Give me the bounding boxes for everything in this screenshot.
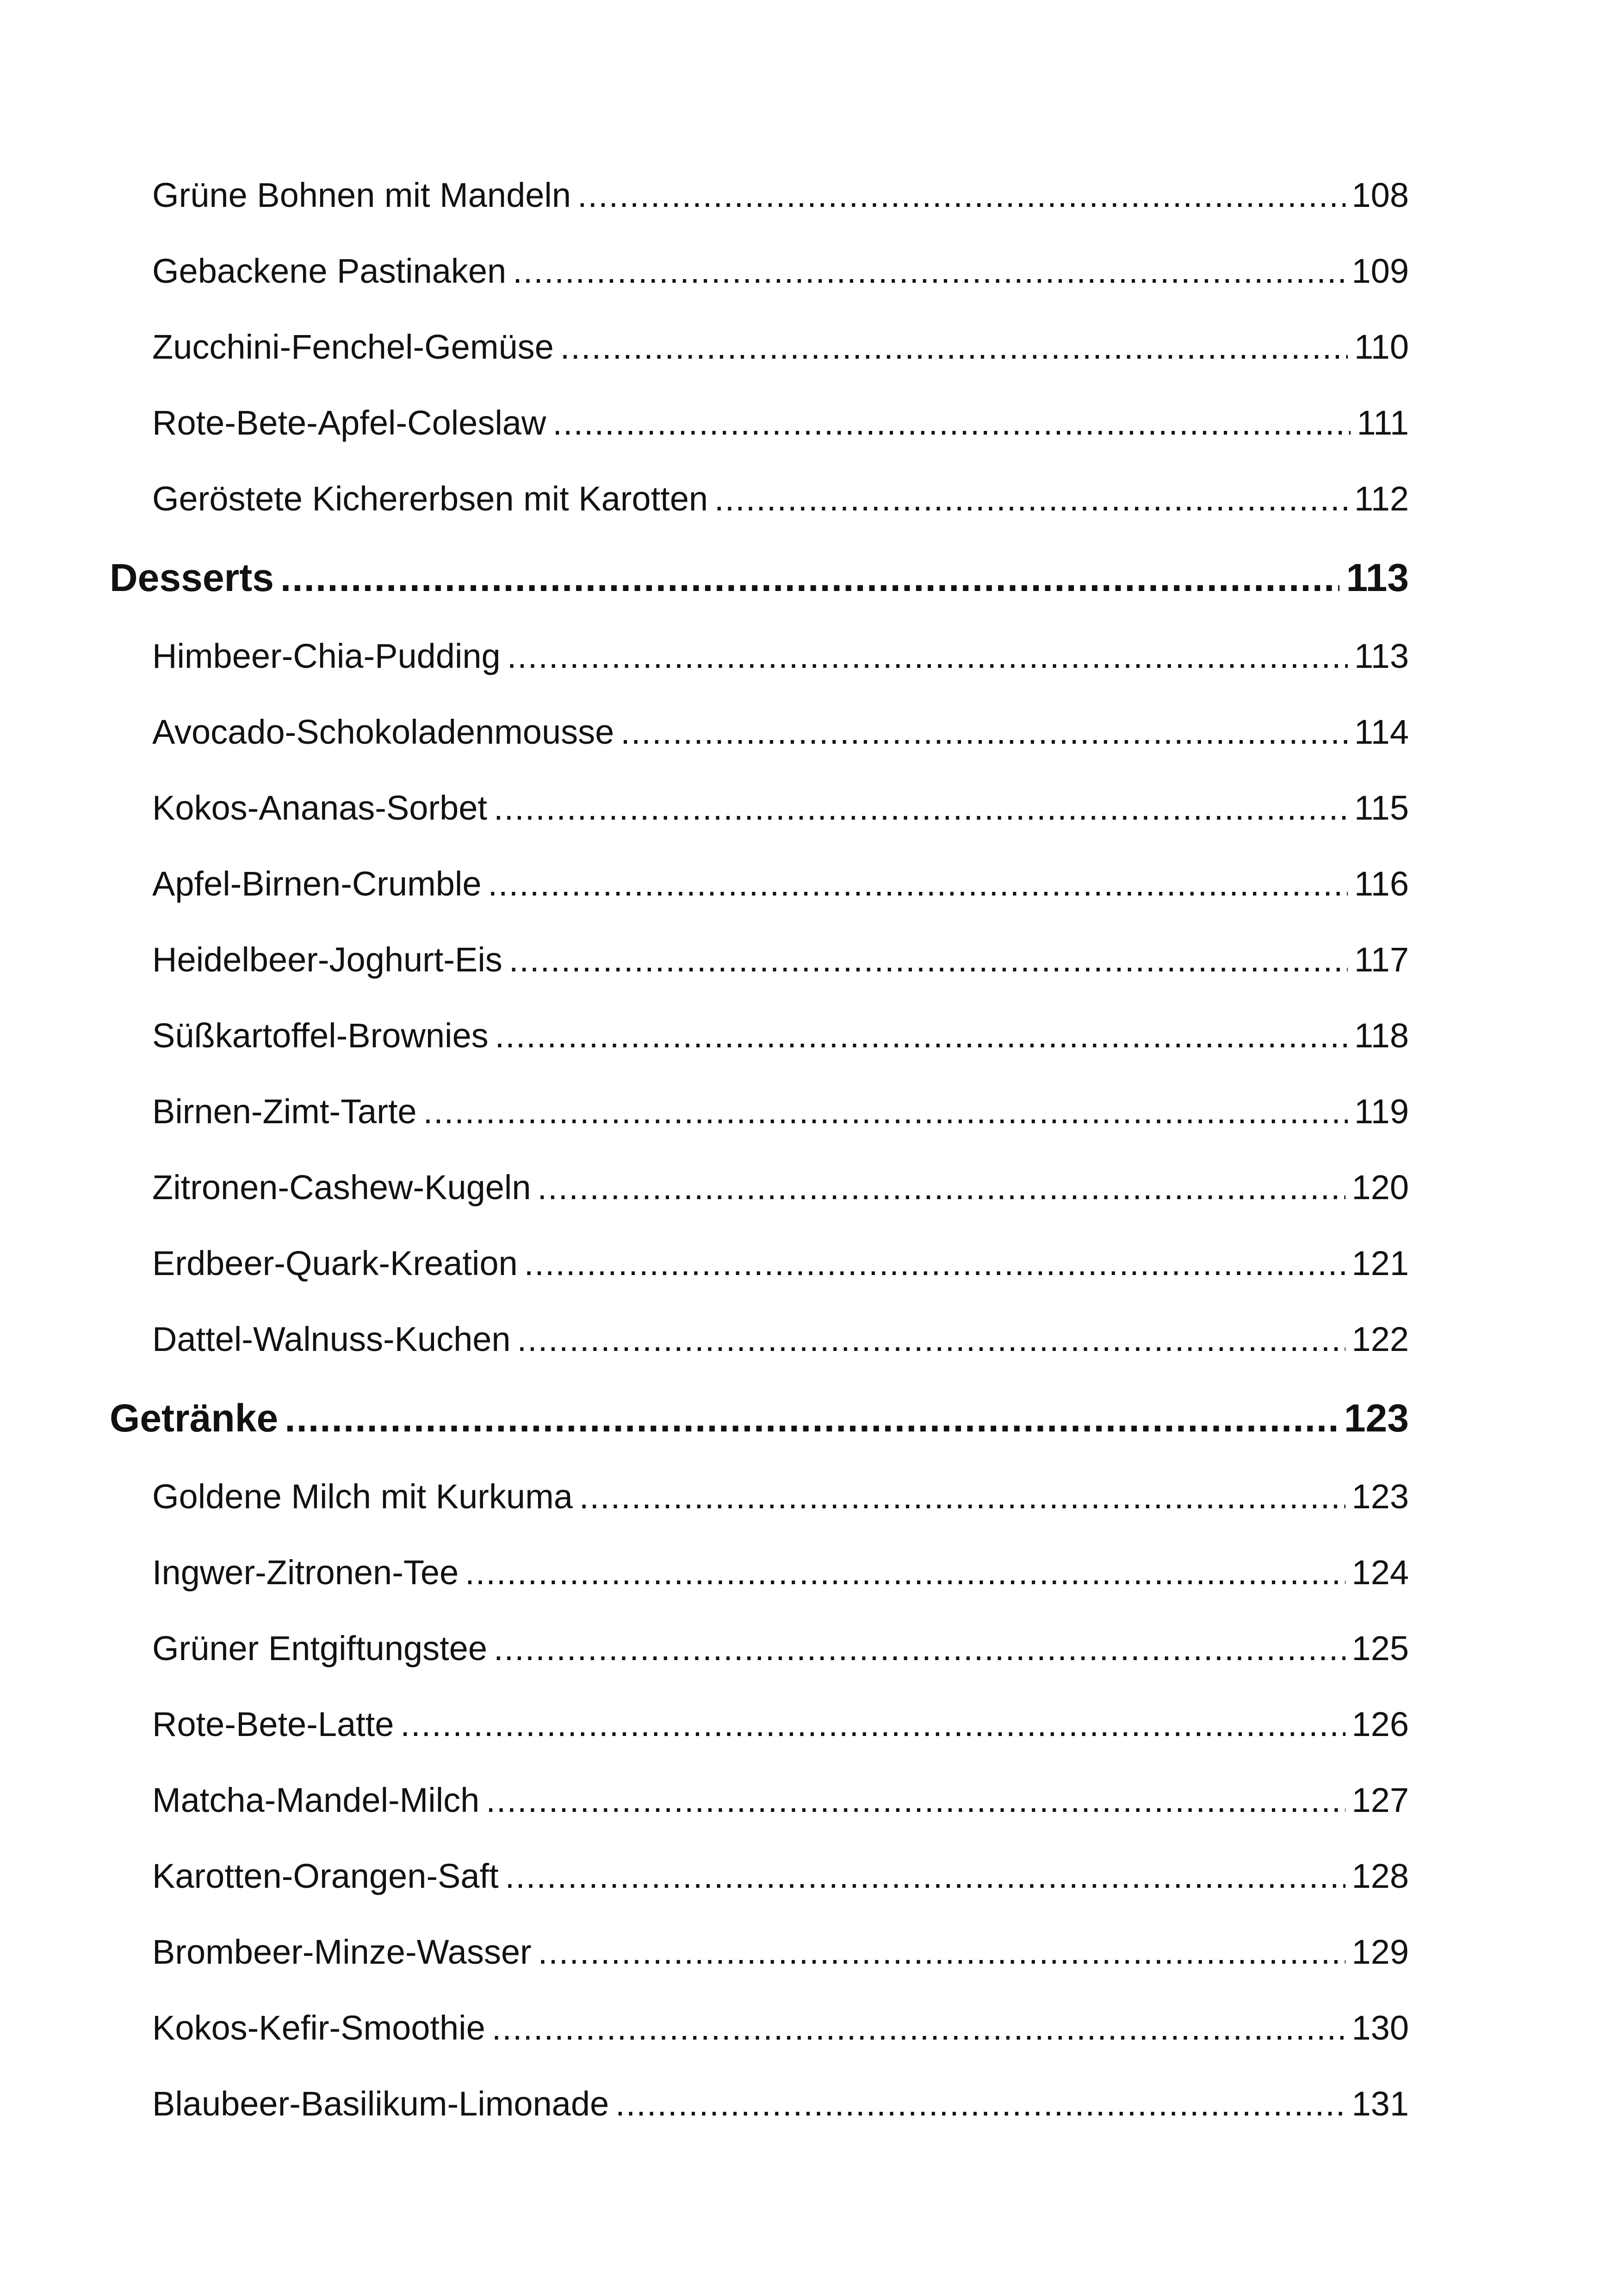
dot-leader: [517, 1301, 1345, 1377]
toc-entry-title: Goldene Milch mit Kurkuma: [152, 1477, 573, 1516]
toc-entry[interactable]: [110, 1301, 1409, 1377]
toc-entry-page: 120: [1351, 1168, 1409, 1207]
toc-entry-title: Kokos-Ananas-Sorbet: [152, 789, 487, 827]
toc-section-title: Getränke: [110, 1396, 279, 1440]
toc-entry-page: 115: [1354, 789, 1409, 827]
toc-entry-page: 117: [1354, 940, 1409, 979]
toc-entry-page: 110: [1354, 328, 1409, 366]
toc-entry[interactable]: [110, 1535, 1409, 1611]
toc-entry-page: 127: [1351, 1781, 1409, 1819]
toc-section-page: 123: [1344, 1396, 1409, 1440]
toc-entry-page: 116: [1354, 865, 1409, 903]
toc-entry-title: Süßkartoffel-Brownies: [152, 1016, 489, 1055]
toc-entry[interactable]: [110, 1150, 1409, 1226]
toc-entry-title: Dattel-Walnuss-Kuchen: [152, 1320, 511, 1358]
toc-entry-page: 109: [1351, 252, 1409, 290]
toc-entry-title: Erdbeer-Quark-Kreation: [152, 1244, 518, 1282]
toc-entry-page: 131: [1351, 2084, 1409, 2123]
toc-entry[interactable]: [110, 309, 1409, 385]
dot-leader: [495, 998, 1348, 1074]
toc-entry-page: 112: [1354, 479, 1409, 518]
toc-entry[interactable]: [110, 157, 1409, 233]
dot-leader: [465, 1535, 1345, 1611]
dot-leader: [513, 233, 1345, 309]
dot-leader: [552, 385, 1350, 461]
toc-entry[interactable]: [110, 770, 1409, 846]
toc-entry-title: Brombeer-Minze-Wasser: [152, 1933, 532, 1971]
toc-entry-title: Grüne Bohnen mit Mandeln: [152, 176, 571, 214]
dot-leader: [560, 309, 1348, 385]
toc-entry-page: 121: [1351, 1244, 1409, 1282]
toc-entry[interactable]: [110, 1459, 1409, 1535]
toc-entry-title: Himbeer-Chia-Pudding: [152, 637, 501, 675]
dot-leader: [400, 1686, 1345, 1762]
toc-entry[interactable]: [110, 2066, 1409, 2142]
dot-leader: [285, 1377, 1338, 1459]
dot-leader: [486, 1762, 1345, 1838]
toc-entry-page: 113: [1354, 637, 1409, 675]
dot-leader: [494, 1611, 1345, 1686]
toc-entry-page: 111: [1357, 404, 1409, 442]
toc-entry[interactable]: [110, 1838, 1409, 1914]
dot-leader: [423, 1074, 1348, 1150]
dot-leader: [509, 922, 1348, 998]
dot-leader: [620, 694, 1348, 770]
toc-entry-title: Grüner Entgiftungstee: [152, 1629, 487, 1668]
toc-entry-page: 129: [1351, 1933, 1409, 1971]
toc-entry[interactable]: [110, 1990, 1409, 2066]
dot-leader: [280, 537, 1340, 618]
toc-entry[interactable]: [110, 385, 1409, 461]
toc-section-title: Desserts: [110, 556, 274, 599]
toc-entry-page: 108: [1351, 176, 1409, 214]
toc-entry-page: 118: [1354, 1016, 1409, 1055]
toc-entry[interactable]: [110, 1914, 1409, 1990]
toc-entry-title: Zucchini-Fenchel-Gemüse: [152, 328, 554, 366]
toc-entry[interactable]: [110, 233, 1409, 309]
toc-entry-page: 126: [1351, 1705, 1409, 1743]
toc-entry-title: Rote-Bete-Latte: [152, 1705, 394, 1743]
toc-entry-title: Ingwer-Zitronen-Tee: [152, 1553, 459, 1592]
toc-entry[interactable]: [110, 1762, 1409, 1838]
table-of-contents: [110, 157, 1409, 2142]
toc-entry-title: Rote-Bete-Apfel-Coleslaw: [152, 404, 546, 442]
toc-entry-page: 123: [1351, 1477, 1409, 1516]
toc-entry-title: Apfel-Birnen-Crumble: [152, 865, 482, 903]
toc-entry-page: 130: [1351, 2009, 1409, 2047]
toc-entry[interactable]: [110, 694, 1409, 770]
dot-leader: [538, 1150, 1345, 1226]
toc-entry[interactable]: [110, 1611, 1409, 1686]
dot-leader: [577, 157, 1345, 233]
toc-entry-page: 125: [1351, 1629, 1409, 1668]
dot-leader: [505, 1838, 1345, 1914]
dot-leader: [488, 846, 1348, 922]
dot-leader: [524, 1226, 1345, 1301]
toc-entry[interactable]: [110, 618, 1409, 694]
toc-entry-title: Matcha-Mandel-Milch: [152, 1781, 480, 1819]
toc-entry[interactable]: [110, 1686, 1409, 1762]
toc-entry-title: Kokos-Kefir-Smoothie: [152, 2009, 485, 2047]
toc-entry-page: 119: [1354, 1092, 1409, 1131]
toc-section-desserts[interactable]: [110, 537, 1409, 618]
toc-entry-page: 128: [1351, 1857, 1409, 1895]
toc-entry[interactable]: [110, 922, 1409, 998]
toc-entry-title: Geröstete Kichererbsen mit Karotten: [152, 479, 708, 518]
toc-entry-title: Avocado-Schokoladenmousse: [152, 713, 614, 751]
dot-leader: [507, 618, 1348, 694]
toc-entry[interactable]: [110, 1226, 1409, 1301]
toc-entry-title: Heidelbeer-Joghurt-Eis: [152, 940, 502, 979]
toc-entry-title: Gebackene Pastinaken: [152, 252, 507, 290]
toc-entry[interactable]: [110, 846, 1409, 922]
toc-entry-title: Karotten-Orangen-Saft: [152, 1857, 499, 1895]
dot-leader: [494, 770, 1348, 846]
toc-entry-page: 122: [1351, 1320, 1409, 1358]
toc-entry-title: Zitronen-Cashew-Kugeln: [152, 1168, 531, 1207]
toc-entry[interactable]: [110, 998, 1409, 1074]
toc-entry-title: Birnen-Zimt-Tarte: [152, 1092, 417, 1131]
dot-leader: [579, 1459, 1345, 1535]
toc-section-page: 113: [1346, 556, 1409, 599]
dot-leader: [538, 1914, 1345, 1990]
toc-entry-page: 124: [1351, 1553, 1409, 1592]
dot-leader: [714, 461, 1348, 537]
dot-leader: [615, 2066, 1345, 2142]
toc-entry-title: Blaubeer-Basilikum-Limonade: [152, 2084, 609, 2123]
toc-entry[interactable]: [110, 1074, 1409, 1150]
toc-entry-page: 114: [1354, 713, 1409, 751]
dot-leader: [492, 1990, 1345, 2066]
toc-section-getraenke[interactable]: [110, 1377, 1409, 1459]
toc-entry[interactable]: [110, 461, 1409, 537]
